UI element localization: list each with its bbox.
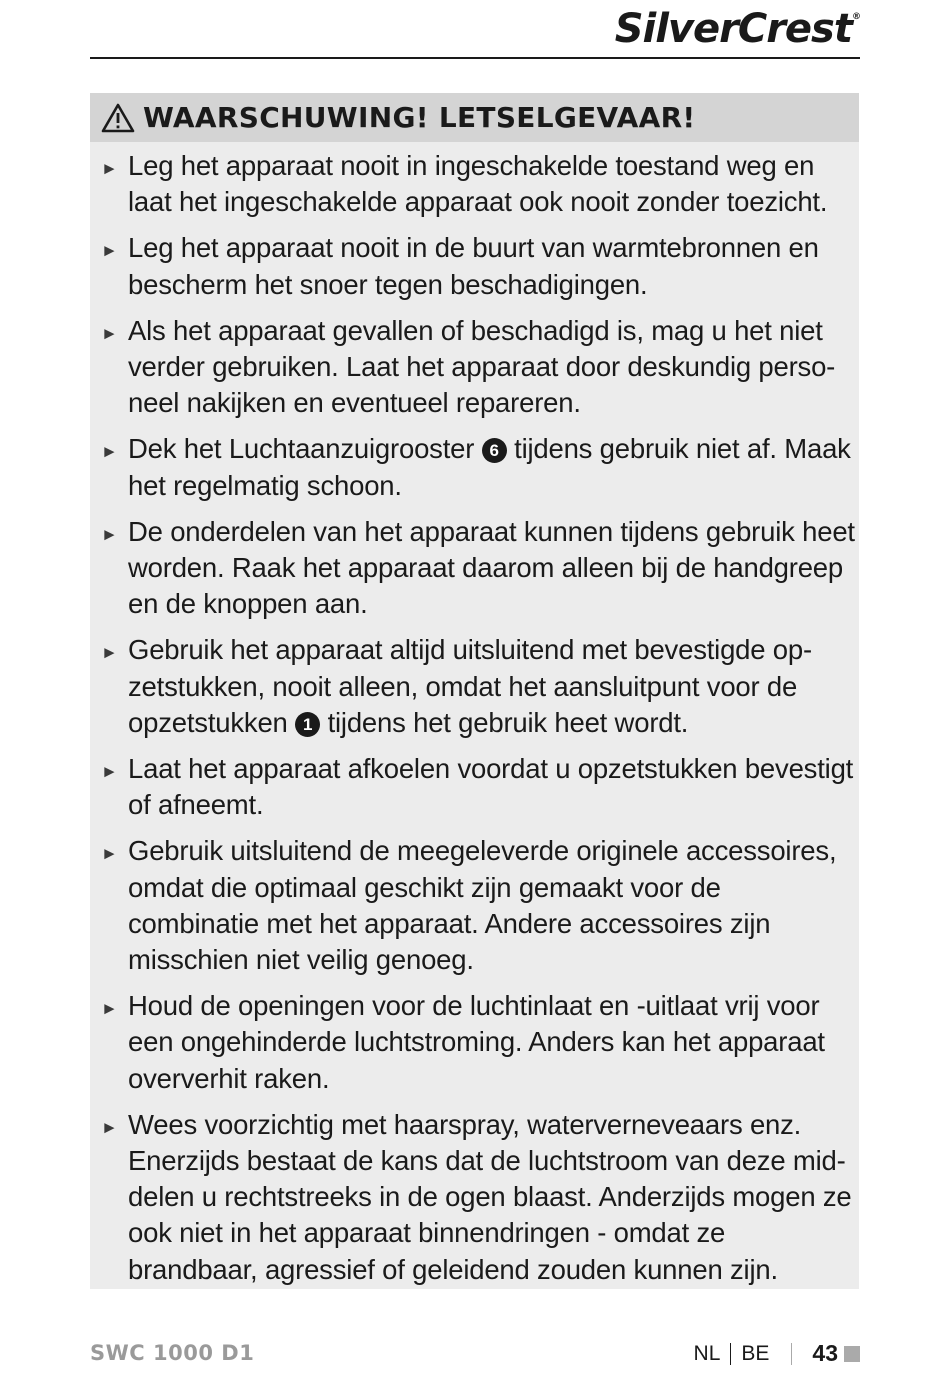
- list-item: [90, 431, 859, 503]
- language-code-be: BE: [741, 1341, 770, 1365]
- list-item: [90, 230, 859, 302]
- list-item: [90, 1107, 859, 1288]
- item-text: Dek het Luchtaanzuigrooster: [128, 433, 475, 465]
- bullet-arrow-icon: ►: [101, 844, 118, 864]
- brand-name: SilverCrest: [614, 6, 852, 52]
- header-rule: [90, 57, 860, 59]
- item-text: Gebruik het apparaat altijd uitsluitend met bevestigde op-zetstukken, nooit alleen, omdat het aansluitpunt voor de opzetstukken: [128, 634, 812, 738]
- list-item: [90, 833, 859, 978]
- bullet-arrow-icon: ►: [101, 643, 118, 663]
- language-code-nl: NL: [693, 1341, 721, 1365]
- part-number-badge: 1: [295, 712, 320, 737]
- bullet-arrow-icon: ►: [101, 999, 118, 1019]
- bullet-arrow-icon: ►: [101, 442, 118, 462]
- warning-list: [90, 142, 859, 1288]
- item-text: tijdens het gebruik heet wordt.: [327, 706, 689, 738]
- item-text: De onderdelen van het apparaat kunnen tijdens gebruik heet worden. Raak het apparaat daarom alleen bij de handgreep en de knoppen aan.: [128, 515, 855, 620]
- list-item: [90, 751, 859, 823]
- item-text: Als het apparaat gevallen of beschadigd is, mag u het niet verder gebruiken. Laat het apparaat door deskundig perso-neel nakijken en eventueel repareren.: [128, 314, 836, 419]
- item-text: Leg het apparaat nooit in ingeschakelde toestand weg en laat het ingeschakelde apparaat ook nooit zonder toezicht.: [128, 150, 828, 218]
- bullet-arrow-icon: ►: [101, 241, 118, 261]
- item-text: Leg het apparaat nooit in de buurt van warmtebronnen en bescherm het snoer tegen beschadigingen.: [128, 232, 819, 300]
- page-marker-square: [844, 1346, 860, 1362]
- model-number: SWC 1000 D1: [90, 1341, 255, 1365]
- item-text: Laat het apparaat afkoelen voordat u opzetstukken bevestigt of afneemt.: [128, 753, 854, 821]
- warning-triangle-icon: [101, 103, 135, 133]
- page-number: 43: [812, 1340, 838, 1366]
- bullet-arrow-icon: ►: [101, 762, 118, 782]
- bullet-arrow-icon: ►: [101, 524, 118, 544]
- brand-logo: [615, 6, 860, 52]
- bullet-arrow-icon: ►: [101, 323, 118, 343]
- warning-title: WAARSCHUWING! LETSELGEVAAR!: [143, 101, 696, 134]
- item-text: Gebruik uitsluitend de meegeleverde originele accessoires, omdat die optimaal geschikt zijn gemaakt voor de combinatie met het apparaat. Andere accessoires zijn misschien niet veilig genoeg.: [128, 835, 837, 976]
- list-item: [90, 313, 859, 422]
- bullet-arrow-icon: ►: [101, 159, 118, 178]
- list-item: [90, 988, 859, 1097]
- page-footer: [694, 1340, 860, 1367]
- bullet-arrow-icon: ►: [101, 1117, 118, 1137]
- item-text: tijdens gebruik niet af. Maak het regelmatig schoon.: [128, 433, 851, 501]
- divider: [730, 1343, 731, 1365]
- warning-box: [90, 93, 859, 1289]
- item-text: Wees voorzichtig met haarspray, waterverneveaars enz. Enerzijds bestaat de kans dat de luchtstroom van deze mid-delen u rechtstreeks in de ogen blaast. Anderzijds mogen ze ook niet in het apparaat binnendringen - omdat ze brandbaar, agressief of geleidend zouden kunnen zijn.: [128, 1108, 852, 1285]
- warning-header: [90, 93, 859, 142]
- part-number-badge: 6: [482, 438, 507, 463]
- item-text: Houd de openingen voor de luchtinlaat en -uitlaat vrij voor een ongehinderde luchtstroming. Anders kan het apparaat oververhit raken.: [128, 990, 825, 1094]
- list-item: [90, 632, 859, 741]
- registered-mark: ®: [852, 12, 860, 22]
- list-item: [90, 514, 859, 623]
- divider: [791, 1343, 792, 1365]
- list-item: [90, 148, 859, 220]
